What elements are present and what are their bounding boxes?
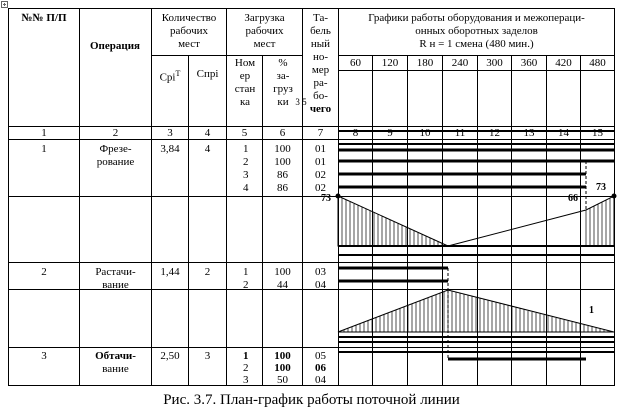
- op2-percent-2: 44: [277, 279, 288, 291]
- tick-480: 480: [589, 57, 606, 69]
- tick-60: 60: [350, 57, 361, 69]
- tick-180: 180: [416, 57, 434, 69]
- op3-cpr: 3: [204, 350, 211, 362]
- colnum-7: 7: [317, 127, 324, 139]
- stray-note: 3 5: [295, 97, 307, 107]
- backlog-label-right: 73: [596, 182, 606, 193]
- backlog-label-op2: 1: [589, 305, 594, 316]
- colnum-1: 1: [41, 127, 47, 139]
- op3-percent-3: 50: [277, 374, 288, 386]
- op2-cpr: 2: [204, 266, 211, 278]
- op2-pp: 2: [41, 266, 47, 278]
- op1-tab-4: 02: [315, 182, 326, 194]
- op1-work-bars: [338, 150, 614, 187]
- header-tab-4: но-: [312, 51, 329, 63]
- op1-station-2: 2: [243, 156, 249, 168]
- op2-name-2: вание: [102, 279, 129, 291]
- op3-name-2: вание: [102, 363, 129, 375]
- op1-percent-2: 100: [274, 156, 291, 168]
- colnum-5: 5: [241, 127, 248, 139]
- colnum-11: 11: [454, 127, 466, 139]
- op2-backlog-chart: [338, 290, 614, 332]
- op3-cp: 2,50: [160, 350, 180, 362]
- figure-caption: Рис. 3.7. План-график работы поточной линии: [163, 392, 460, 408]
- tick-420: 420: [555, 57, 572, 69]
- header-pp: №№ П/П: [21, 12, 67, 24]
- header-tab-3: ный: [310, 38, 331, 50]
- colnum-14: 14: [558, 127, 569, 139]
- op1-tab-2: 01: [315, 156, 326, 168]
- op1-tab-1: 01: [315, 143, 326, 155]
- op3-percent-2: 100: [274, 362, 291, 374]
- op1-name-1: Фрезе-: [99, 143, 132, 155]
- backlog-label-left: 73: [321, 193, 331, 204]
- op1-pp: 1: [41, 143, 47, 155]
- header-station-2: ер: [239, 70, 251, 82]
- header-workplaces-3: мест: [178, 38, 200, 50]
- header-cp: Cpi$^T$: [159, 69, 181, 84]
- header-load-2: рабочих: [245, 25, 284, 37]
- op3-percent-1: 100: [274, 350, 291, 362]
- header-workplaces-2: рабочих: [169, 25, 209, 37]
- header-tab-2: бель: [310, 25, 331, 37]
- header-load-1: Загрузка: [244, 12, 285, 24]
- header-tab-6: ра-: [313, 77, 328, 89]
- tick-360: 360: [520, 57, 538, 69]
- op2-tab-2: 04: [315, 279, 326, 291]
- tick-240: 240: [451, 57, 469, 69]
- colnum-3: 3: [167, 127, 173, 139]
- header-tab-1: Та-: [313, 12, 328, 24]
- colnum-6: 6: [279, 127, 286, 139]
- header-schedule-2: онных оборотных заделов: [415, 25, 538, 37]
- op2-percent-1: 100: [274, 266, 291, 278]
- header-station-4: ка: [239, 96, 251, 108]
- colnum-12: 12: [489, 127, 500, 139]
- op1-percent-1: 100: [274, 143, 291, 155]
- colnum-10: 10: [419, 127, 431, 139]
- op2-station-2: 2: [243, 279, 249, 291]
- op2-cp: 1,44: [160, 266, 180, 278]
- op1-percent-4: 86: [277, 182, 288, 194]
- backlog-label-mid: 66: [568, 193, 578, 204]
- header-workplaces-1: Количество: [161, 12, 217, 24]
- colnum-2: 2: [112, 127, 119, 139]
- op1-station-3: 3: [243, 169, 249, 181]
- op1-name-2: рование: [96, 156, 135, 168]
- op3-tab-3: 04: [315, 374, 326, 386]
- op1-percent-3: 86: [277, 169, 288, 181]
- header-percent-4: ки: [277, 96, 289, 108]
- header-tab-5: мер: [311, 64, 330, 76]
- colnum-4: 4: [204, 127, 211, 139]
- op2-name-1: Растачи-: [95, 266, 136, 278]
- header-station-1: Ном: [234, 57, 256, 69]
- op2-station-1: 1: [243, 266, 249, 278]
- op2-tab-1: 03: [315, 266, 326, 278]
- op1-tab-3: 02: [315, 169, 326, 181]
- op1-station-1: 1: [243, 143, 249, 155]
- header-load-3: мест: [253, 38, 276, 50]
- header-schedule-3: R н = 1 смена (480 мин.): [419, 38, 534, 50]
- colnum-15: 15: [592, 127, 603, 139]
- header-station-3: стан: [234, 83, 256, 95]
- header-cpr: Cпрi: [196, 68, 219, 80]
- header-percent-3: груз: [273, 83, 293, 95]
- op1-station-4: 4: [243, 182, 249, 194]
- header-percent-1: %: [278, 57, 288, 69]
- colnum-8: 8: [352, 127, 359, 139]
- header-schedule-1: Графики работы оборудования и межопераци-: [368, 12, 585, 24]
- header-percent-2: за-: [276, 70, 290, 82]
- header-tab-8: чего: [309, 103, 332, 115]
- op3-station-3: 3: [243, 374, 249, 386]
- op2-work-bars: [338, 268, 448, 281]
- colnum-13: 13: [523, 127, 535, 139]
- op3-station-2: 2: [243, 362, 249, 374]
- op3-tab-2: 06: [315, 362, 326, 374]
- op1-cp: 3,84: [160, 143, 180, 155]
- op3-station-1: 1: [243, 350, 249, 362]
- op3-pp: 3: [41, 350, 47, 362]
- tick-300: 300: [486, 57, 503, 69]
- header-operation: Операция: [89, 40, 141, 52]
- colnum-9: 9: [387, 127, 393, 139]
- op3-tab-1: 05: [315, 350, 326, 362]
- tick-120: 120: [381, 57, 399, 69]
- header-tab-7: бо-: [313, 90, 328, 102]
- op3-name-1: Обтачи-: [95, 350, 136, 362]
- op1-cpr: 4: [204, 143, 211, 155]
